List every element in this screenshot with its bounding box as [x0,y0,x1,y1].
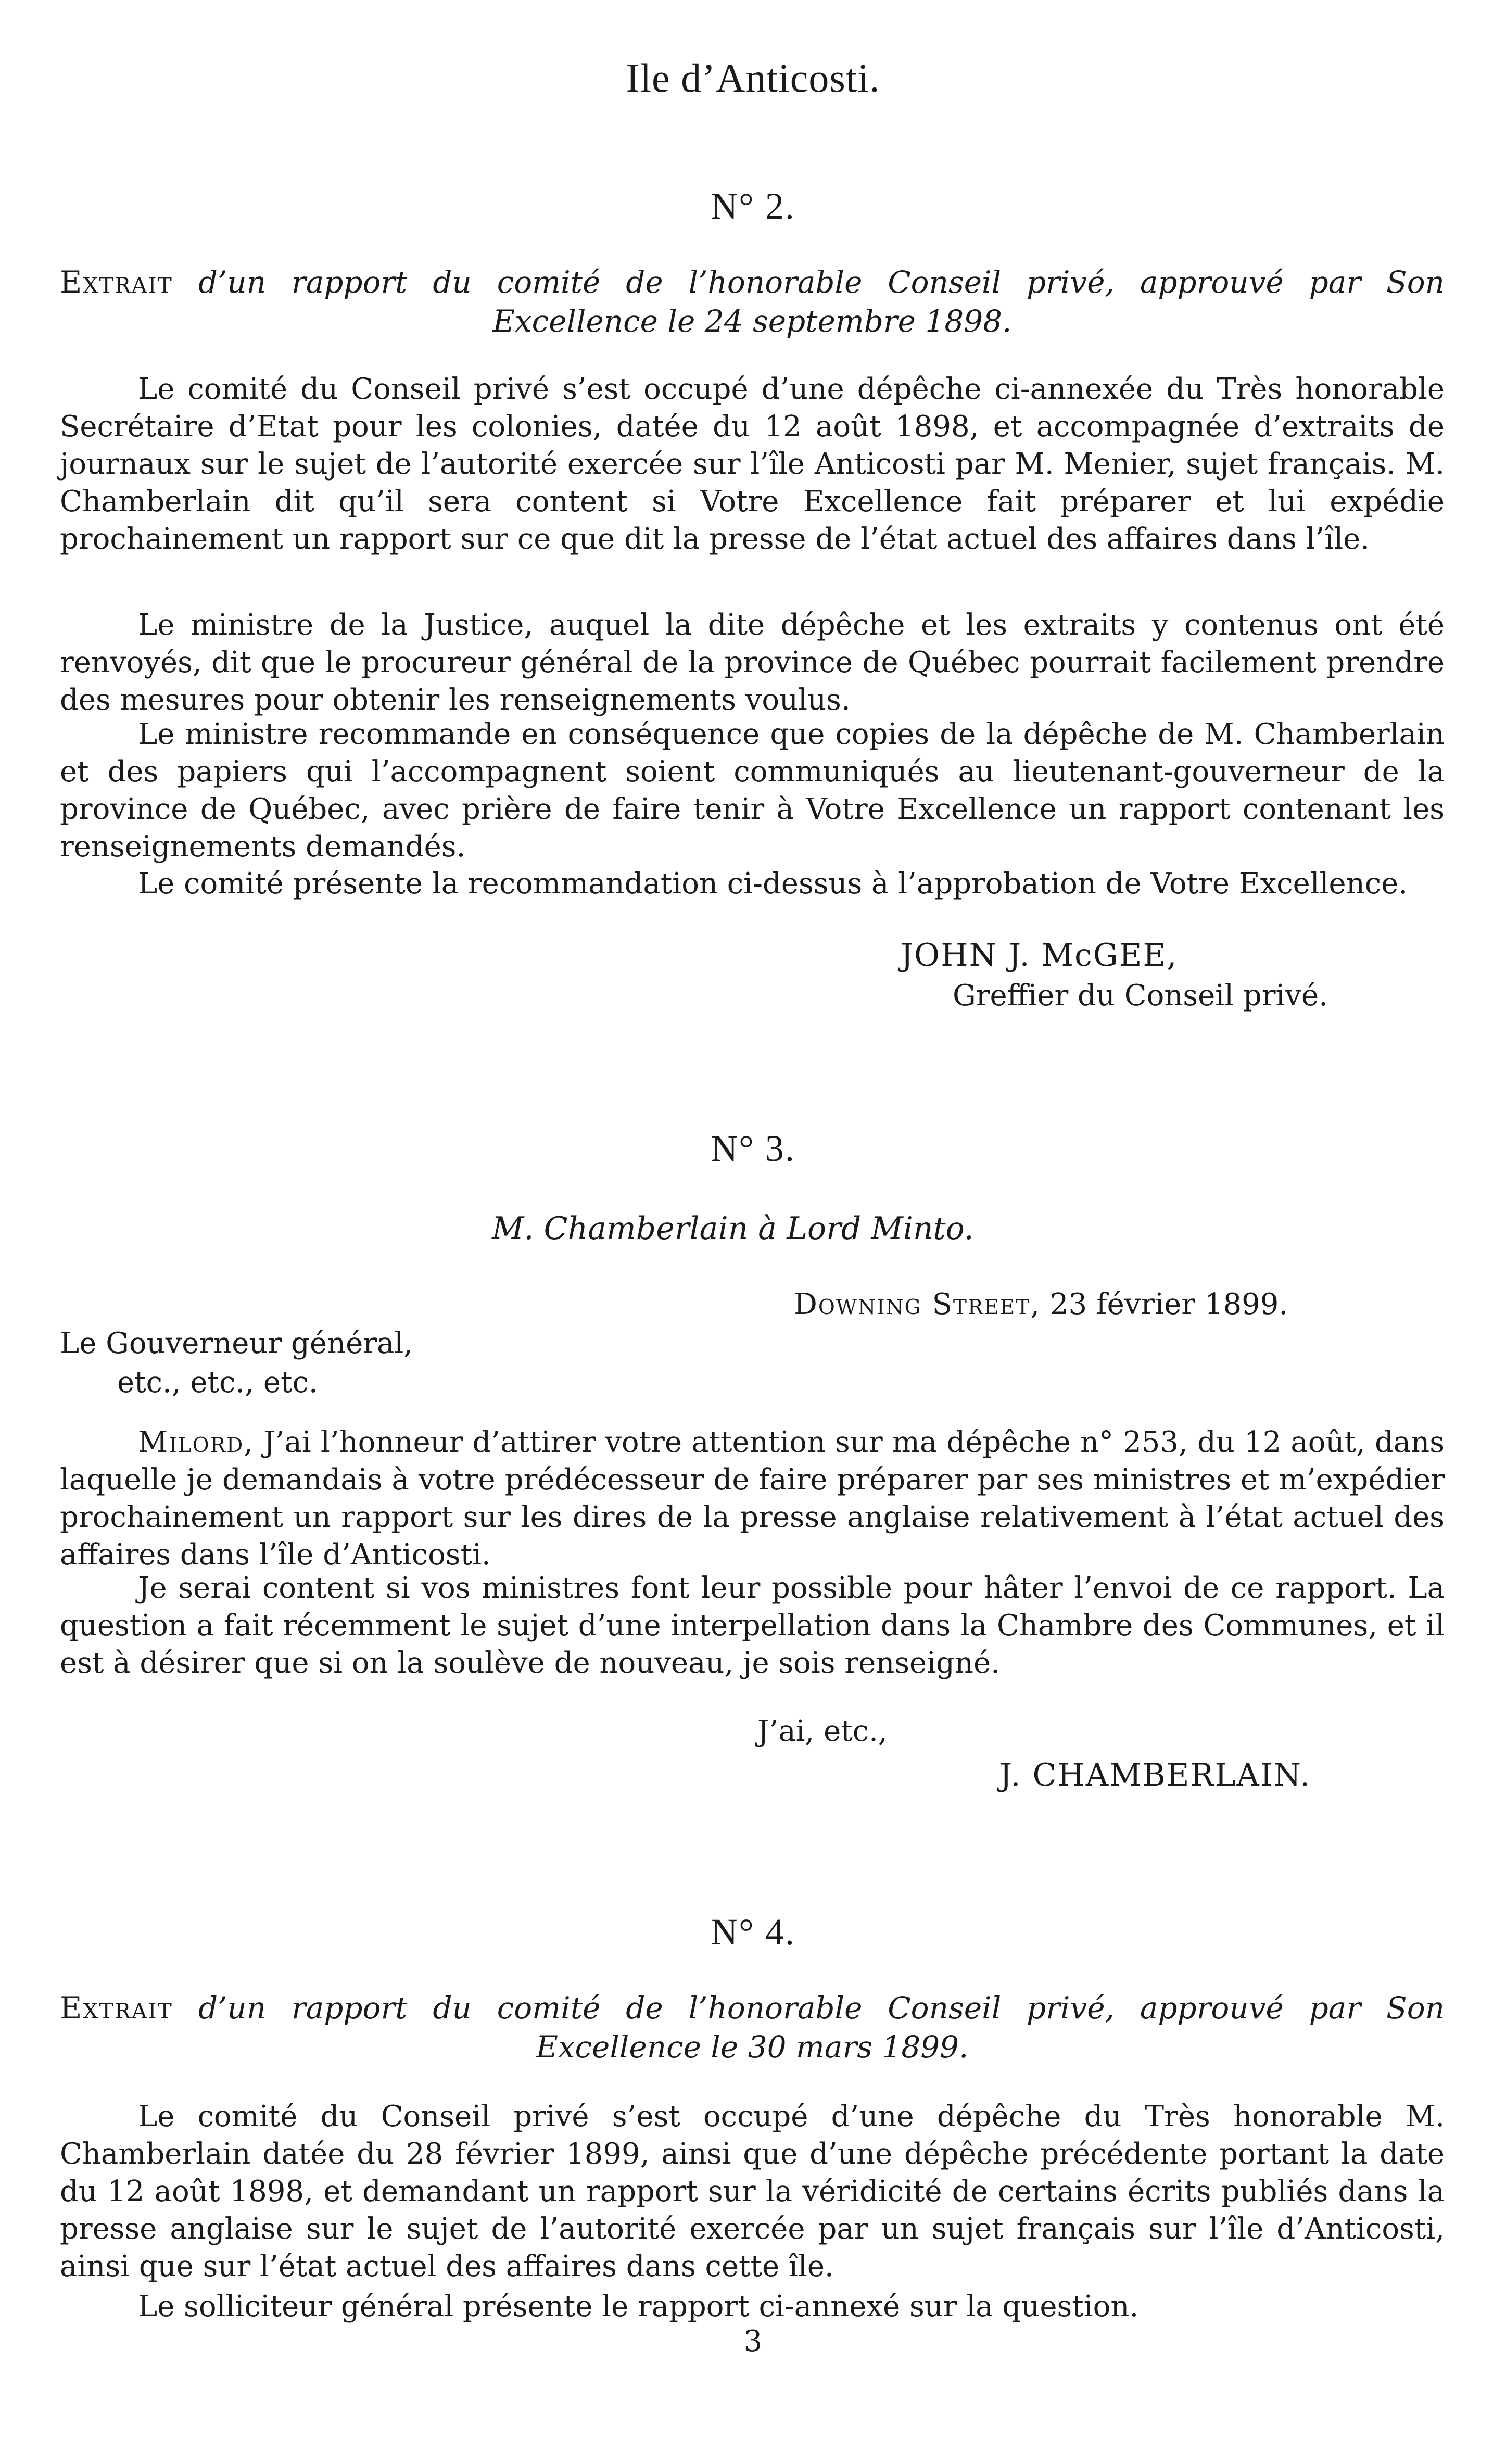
place: Downing Street, [794,1287,1041,1321]
page-title: Ile d’Anticosti. [626,55,880,100]
paragraph: Le comité du Conseil privé s’est occupé d’une dépêche ci-annexée du Très honorable Secrétaire d’Etat pour les colonies, datée du 12 août 1898, et accompagnée d’extraits de journaux sur le sujet de l’autorité exercée sur l’île Anticosti par M. Menier, sujet français. M. Chamberlain dit qu’il sera content si Votre Excellence fait préparer et lui expédie prochainement un rapport sur ce que dit la presse de l’état actuel des affaires dans l’île. [60,372,1445,556]
section-number: N° 4. [711,1911,795,1953]
letter-subtitle: M. Chamberlain à Lord Minto. [492,1210,974,1247]
section-number: N° 2. [711,185,795,227]
paragraph: Le ministre de la Justice, auquel la dite dépêche et les extraits y contenus ont été renvoyés, dit que le procureur général de la province de Québec pourrait facilement prendre des mesures pour obtenir les renseignements voulus. [60,608,1445,717]
addressee-line: Le Gouverneur général, [60,1326,413,1360]
section-header [60,1989,1445,2067]
section-number: N° 3. [711,1128,795,1169]
signature-name: JOHN J. McGEE, [901,937,1178,974]
signature-title: Greffier du Conseil privé. [953,979,1328,1013]
paragraph [60,1424,1445,1574]
letter-closing: J’ai, etc., [757,1714,888,1748]
page-number: 3 [743,2324,763,2358]
section-header [60,263,1445,341]
paragraph: Je serai content si vos ministres font leur possible pour hâter l’envoi de ce rapport. La question a fait récemment le sujet d’une interpellation dans la Chambre des Communes, et il est à désirer que si on la soulève de nouveau, je sois renseigné. [60,1571,1445,1680]
header-text: d’un rapport du comité de l’honorable Conseil privé, approuvé par Son Excellence le 24 septembre 1898. [198,264,1445,339]
paragraph: Le ministre recommande en conséquence que copies de la dépêche de M. Chamberlain et des papiers qui l’accompagnent soient communiqués au lieutenant-gouverneur de la province de Québec, avec prière de faire tenir à Votre Excellence un rapport contenant les renseignements demandés. [60,717,1445,864]
letter-dateline [794,1286,1288,1323]
paragraph-text: J’ai l’honneur d’attirer votre attention sur ma dépêche n° 253, du 12 août, dans laquelle je demandais à votre prédécesseur de faire préparer par ses ministres et m’expédier prochainement un rapport sur les dires de la presse anglaise relativement à l’état actuel des affaires dans l’île d’Anticosti. [60,1425,1445,1572]
paragraph: Le solliciteur général présente le rapport ci-annexé sur la question. [138,2290,1139,2323]
header-lead: Extrait [60,264,173,300]
date: 23 février 1899. [1049,1287,1288,1321]
signature-name: J. CHAMBERLAIN. [999,1757,1311,1793]
header-lead: Extrait [60,1990,173,2026]
paragraph: Le comité du Conseil privé s’est occupé d’une dépêche du Très honorable M. Chamberlain datée du 28 février 1899, ainsi que d’une dépêche précédente portant la date du 12 août 1898, et demandant un rapport sur la véridicité de certains écrits publiés dans la presse anglaise sur le sujet de l’autorité exercée par un sujet français sur l’île d’Anticosti, ainsi que sur l’état actuel des affaires dans cette île. [60,2100,1445,2283]
addressee-line: etc., etc., etc. [117,1366,318,1399]
salutation: Milord, [138,1425,255,1459]
paragraph: Le comité présente la recommandation ci-dessus à l’approbation de Votre Excellence. [138,867,1408,901]
header-text: d’un rapport du comité de l’honorable Conseil privé, approuvé par Son Excellence le 30 mars 1899. [198,1990,1445,2065]
